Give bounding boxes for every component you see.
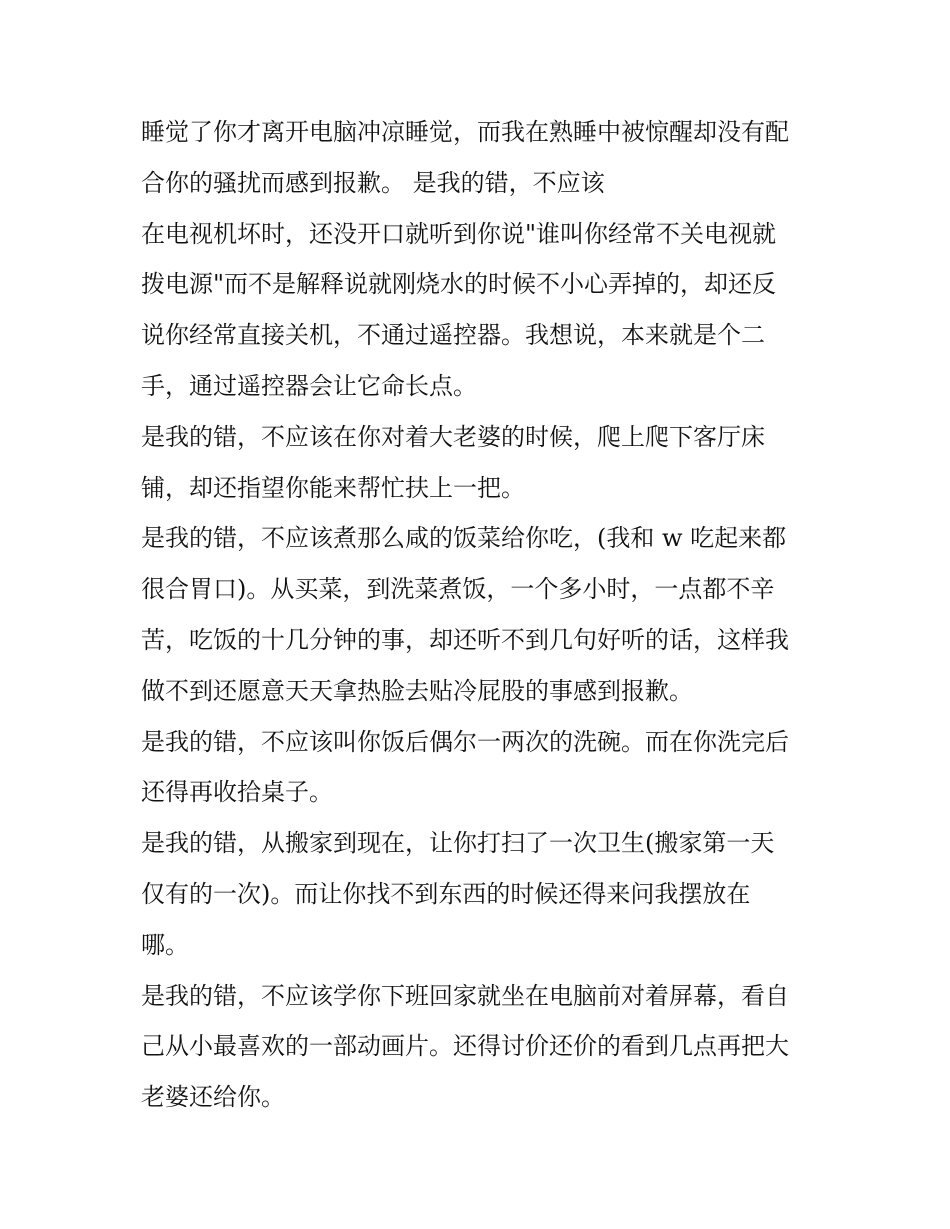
body-text [141,107,821,1123]
text-line: 铺，却还指望你能来帮忙扶上一把。 [141,473,525,502]
text-line: 说你经常直接关机，不通过遥控器。我想说，本来就是个二 [141,321,765,350]
text-line: 合你的骚扰而感到报歉。 是我的错，不应该 [141,168,605,197]
text-line: 仅有的一次)。而让你找不到东西的时候还得来问我摆放在 [141,879,751,908]
text-line: 拨电源"而不是解释说就刚烧水的时候不小心弄掉的，却还反 [141,270,777,299]
text-line: 做不到还愿意天天拿热脸去贴冷屁股的事感到报歉。 [141,676,693,705]
text-line: 是我的错，不应该叫你饭后偶尔一两次的洗碗。而在你洗完后 [141,727,789,756]
text-line: 很合胃口)。从买菜，到洗菜煮饭，一个多小时，一点都不辛 [141,575,775,604]
text-line: 是我的错，从搬家到现在，让你打扫了一次卫生(搬家第一天 [141,829,775,858]
text-line: 苦，吃饭的十几分钟的事，却还听不到几句好听的话，这样我 [141,625,789,654]
text-line: 老婆还给你。 [141,1083,285,1112]
text-line: 睡觉了你才离开电脑冲凉睡觉，而我在熟睡中被惊醒却没有配 [141,118,789,146]
text-line: 还得再收拾桌子。 [141,778,333,807]
text-line: 是我的错，不应该在你对着大老婆的时候，爬上爬下客厅床 [141,422,765,451]
text-line: 是我的错，不应该煮那么咸的饭菜给你吃，(我和 w 吃起来都 [141,524,787,553]
text-line: 在电视机坏时，还没开口就听到你说"谁叫你经常不关电视就 [141,219,777,248]
text-line: 是我的错，不应该学你下班回家就坐在电脑前对着屏幕，看自 [141,981,789,1010]
text-line: 哪。 [141,930,189,959]
text-line: 手，通过遥控器会让它命长点。 [141,371,477,400]
text-line: 己从小最喜欢的一部动画片。还得讨价还价的看到几点再把大 [141,1032,789,1061]
